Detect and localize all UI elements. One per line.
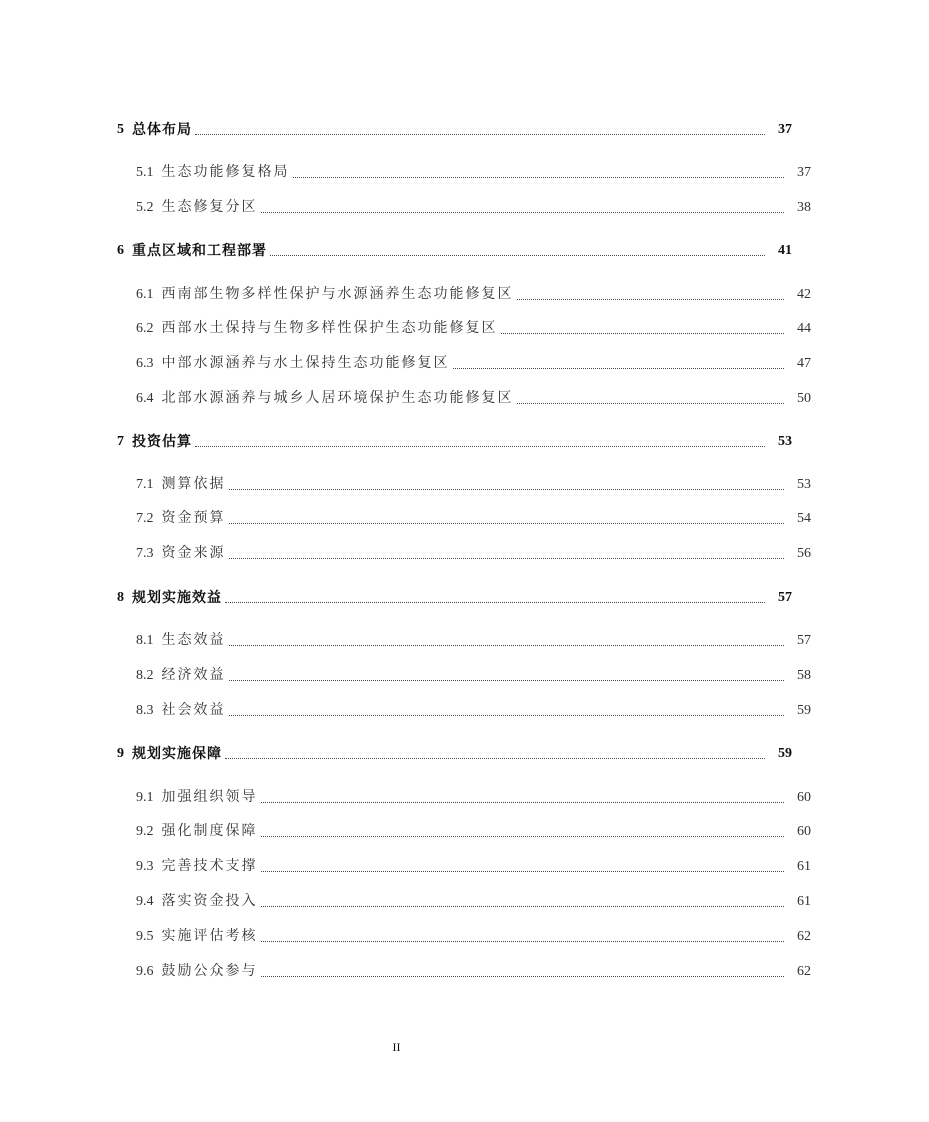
toc-entry-title: 北部水源涵养与城乡人居环境保护生态功能修复区	[161, 391, 514, 406]
toc-dot-leader	[453, 367, 785, 369]
toc-entry-page: 41	[778, 243, 792, 258]
toc-dot-leader	[195, 133, 765, 135]
toc-dot-leader	[261, 975, 785, 977]
toc-dot-leader	[225, 757, 765, 759]
toc-entry-page: 54	[797, 511, 811, 526]
toc-section-entry[interactable]	[0, 857, 929, 877]
toc-dot-leader	[261, 905, 785, 907]
toc-entry-page: 58	[797, 668, 811, 683]
toc-dot-leader	[229, 644, 785, 646]
toc-entry-title: 规划实施保障	[132, 746, 222, 762]
toc-dot-leader	[261, 940, 785, 942]
toc-dot-leader	[293, 176, 785, 178]
toc-section-entry[interactable]	[0, 163, 929, 183]
toc-entry-page: 60	[797, 790, 811, 805]
toc-entry-number: 8.3	[136, 703, 154, 718]
toc-section-entry[interactable]	[0, 927, 929, 947]
toc-entry-title: 西部水土保持与生物多样性保护生态功能修复区	[161, 321, 498, 336]
toc-entry-number: 6.2	[136, 321, 154, 336]
toc-entry-number: 8.1	[136, 633, 154, 648]
toc-entry-title: 实施评估考核	[161, 929, 258, 944]
toc-dot-leader	[517, 298, 785, 300]
toc-section-entry[interactable]	[0, 822, 929, 842]
page-number: II	[392, 1040, 401, 1054]
toc-entry-page: 53	[797, 477, 811, 492]
toc-entry-number: 7.3	[136, 546, 154, 561]
toc-entry-title: 经济效益	[161, 668, 226, 683]
toc-entry-title: 规划实施效益	[132, 590, 222, 606]
toc-entry-page: 56	[797, 546, 811, 561]
toc-dot-leader	[261, 211, 785, 213]
toc-section-entry[interactable]	[0, 475, 929, 495]
toc-entry-page: 47	[797, 356, 811, 371]
toc-section-entry[interactable]	[0, 962, 929, 982]
toc-dot-leader	[517, 402, 785, 404]
toc-entry-number: 6.3	[136, 356, 154, 371]
toc-entry-page: 44	[797, 321, 811, 336]
toc-entry-page: 37	[778, 122, 792, 137]
toc-entry-number: 6	[117, 243, 124, 258]
toc-entry-number: 8.2	[136, 668, 154, 683]
toc-entry-title: 资金预算	[161, 511, 226, 526]
toc-dot-leader	[195, 445, 765, 447]
toc-entry-page: 61	[797, 894, 811, 909]
toc-entry-number: 5	[117, 122, 124, 137]
toc-dot-leader	[229, 522, 785, 524]
toc-entry-number: 9.6	[136, 964, 154, 979]
toc-entry-page: 38	[797, 200, 811, 215]
toc-entry-title: 重点区域和工程部署	[132, 243, 267, 259]
toc-entry-number: 9.3	[136, 859, 154, 874]
toc-chapter-entry[interactable]	[0, 432, 910, 452]
toc-entry-title: 资金来源	[161, 546, 226, 561]
toc-entry-page: 60	[797, 824, 811, 839]
toc-entry-number: 9.4	[136, 894, 154, 909]
toc-dot-leader	[229, 714, 785, 716]
toc-entry-number: 7	[117, 434, 124, 449]
toc-entry-title: 投资估算	[132, 434, 192, 450]
toc-dot-leader	[261, 835, 785, 837]
toc-dot-leader	[225, 601, 765, 603]
toc-entry-title: 落实资金投入	[161, 894, 258, 909]
toc-dot-leader	[229, 557, 785, 559]
toc-chapter-entry[interactable]	[0, 744, 910, 764]
toc-section-entry[interactable]	[0, 701, 929, 721]
toc-section-entry[interactable]	[0, 666, 929, 686]
toc-entry-title: 加强组织领导	[161, 790, 258, 805]
toc-dot-leader	[501, 332, 785, 334]
toc-chapter-entry[interactable]	[0, 120, 910, 140]
toc-entry-page: 53	[778, 434, 792, 449]
toc-chapter-entry[interactable]	[0, 241, 910, 261]
toc-entry-page: 57	[797, 633, 811, 648]
toc-entry-page: 62	[797, 964, 811, 979]
toc-chapter-entry[interactable]	[0, 588, 910, 608]
toc-entry-number: 5.2	[136, 200, 154, 215]
toc-entry-number: 6.4	[136, 391, 154, 406]
toc-entry-page: 59	[797, 703, 811, 718]
toc-entry-title: 生态功能修复格局	[161, 165, 290, 180]
toc-entry-title: 鼓励公众参与	[161, 964, 258, 979]
toc-dot-leader	[270, 254, 765, 256]
toc-section-entry[interactable]	[0, 389, 929, 409]
toc-section-entry[interactable]	[0, 198, 929, 218]
toc-entry-title: 社会效益	[161, 703, 226, 718]
toc-entry-number: 9.5	[136, 929, 154, 944]
toc-entry-number: 8	[117, 590, 124, 605]
toc-section-entry[interactable]	[0, 788, 929, 808]
toc-entry-title: 总体布局	[132, 122, 192, 138]
toc-entry-page: 50	[797, 391, 811, 406]
toc-entry-page: 62	[797, 929, 811, 944]
toc-section-entry[interactable]	[0, 285, 929, 305]
toc-entry-number: 9	[117, 746, 124, 761]
toc-entry-title: 生态修复分区	[161, 200, 258, 215]
toc-entry-title: 西南部生物多样性保护与水源涵养生态功能修复区	[161, 287, 514, 302]
toc-entry-page: 57	[778, 590, 792, 605]
toc-entry-title: 强化制度保障	[161, 824, 258, 839]
toc-entry-number: 5.1	[136, 165, 154, 180]
toc-entry-title: 中部水源涵养与水土保持生态功能修复区	[161, 356, 450, 371]
toc-section-entry[interactable]	[0, 319, 929, 339]
toc-entry-page: 59	[778, 746, 792, 761]
toc-entry-number: 9.1	[136, 790, 154, 805]
toc-section-entry[interactable]	[0, 544, 929, 564]
toc-dot-leader	[261, 870, 785, 872]
toc-entry-number: 7.1	[136, 477, 154, 492]
toc-entry-title: 生态效益	[161, 633, 226, 648]
toc-dot-leader	[229, 488, 785, 490]
toc-entry-page: 61	[797, 859, 811, 874]
toc-section-entry[interactable]	[0, 631, 929, 651]
toc-dot-leader	[261, 801, 785, 803]
toc-section-entry[interactable]	[0, 354, 929, 374]
toc-section-entry[interactable]	[0, 509, 929, 529]
toc-entry-title: 测算依据	[161, 477, 226, 492]
toc-entry-page: 37	[797, 165, 811, 180]
toc-entry-title: 完善技术支撑	[161, 859, 258, 874]
toc-entry-number: 9.2	[136, 824, 154, 839]
toc-section-entry[interactable]	[0, 892, 929, 912]
toc-dot-leader	[229, 679, 785, 681]
toc-entry-number: 7.2	[136, 511, 154, 526]
toc-entry-number: 6.1	[136, 287, 154, 302]
toc-entry-page: 42	[797, 287, 811, 302]
